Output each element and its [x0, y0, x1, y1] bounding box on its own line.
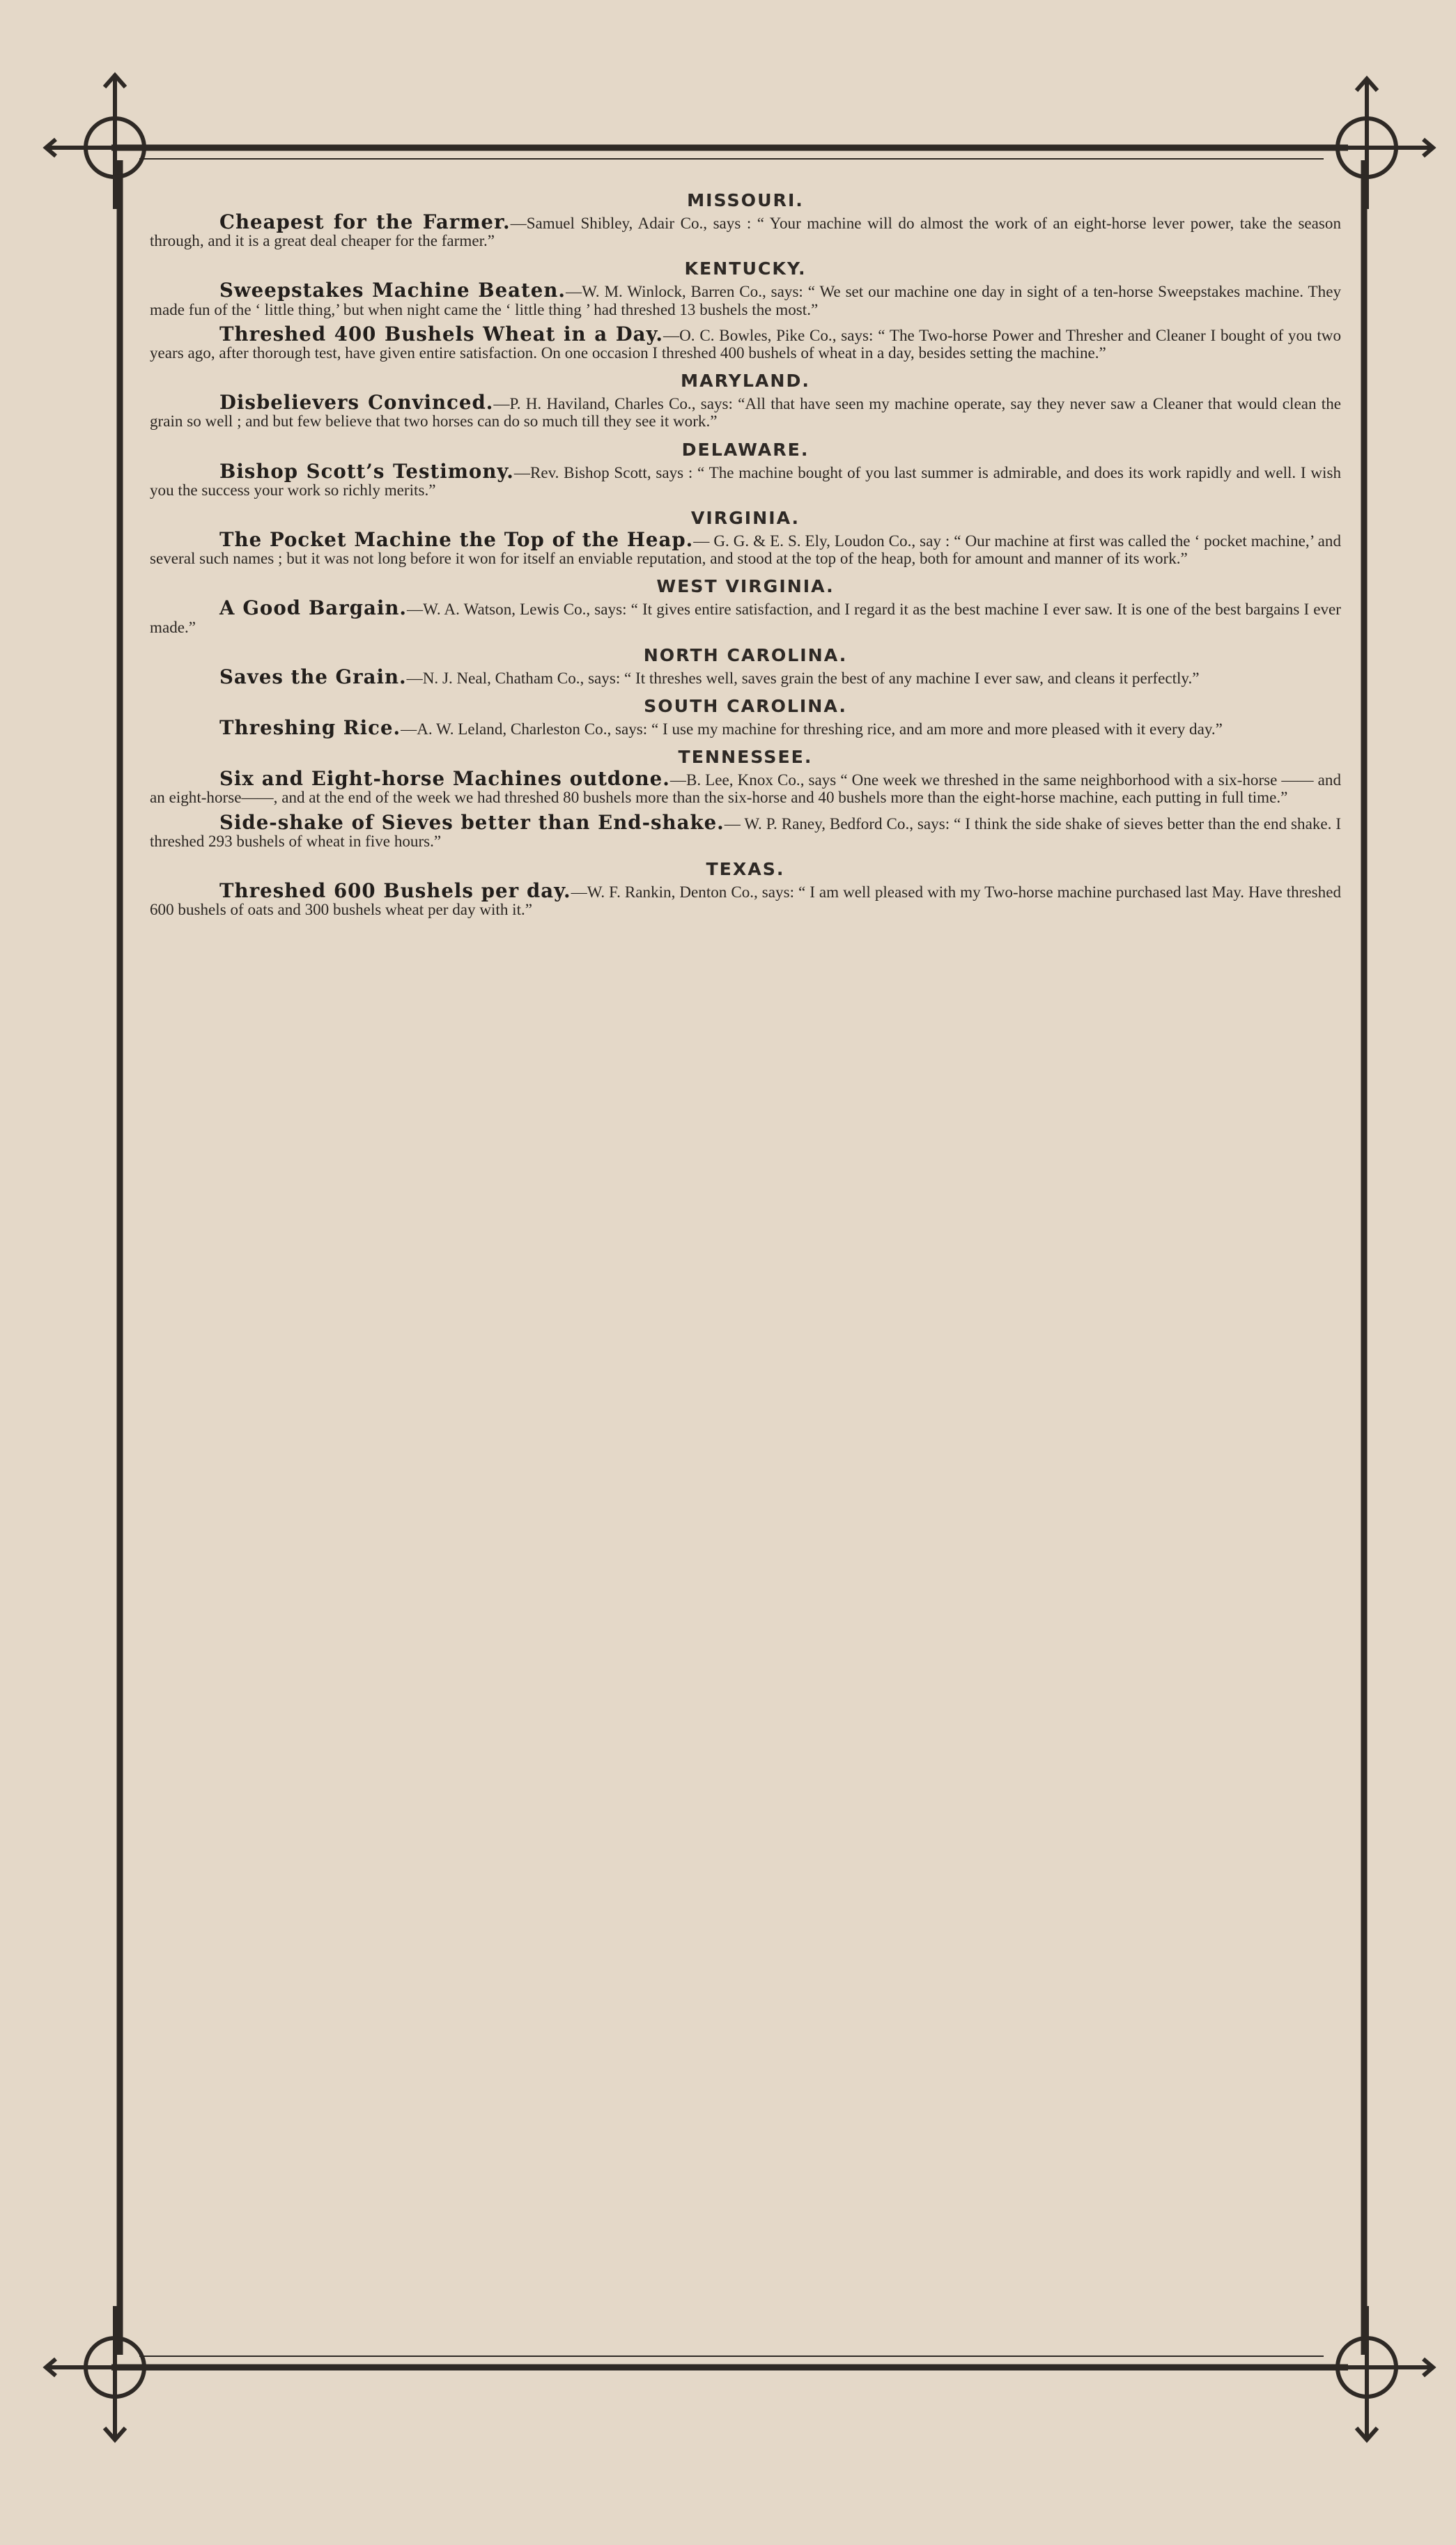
testimonial-headline: Disbelievers Convinced. [219, 391, 494, 415]
testimonial-entry [150, 528, 1341, 568]
state-heading: TENNESSEE. [678, 747, 813, 768]
testimonial-entry [150, 810, 1342, 850]
testimonial-text: —W. F. Rankin, Denton Co., says: “ I am well pleased with my Two-horse machine purchased last May. Have threshed 600 bushels of oats and 300 bushels wheat per day with it.” [150, 883, 1341, 919]
testimonial-text: —N. J. Neal, Chatham Co., says: “ It threshes well, saves grain the best of any machine I ever saw, and cleans it perfectly.” [406, 668, 1200, 687]
testimonial-entry [150, 322, 1342, 362]
testimonial-text: —Samuel Shibley, Adair Co., says : “ Your machine will do almost the work of an eight-horse lever power, take the season through, and it is a great deal cheaper for the farmer.” [150, 214, 1342, 250]
testimonial-headline: Side-shake of Sieves better than End-shake. [219, 810, 725, 834]
state-heading: MARYLAND. [681, 371, 810, 392]
state-heading: VIRGINIA. [690, 508, 800, 529]
testimonial-entry [150, 459, 1341, 499]
testimonial-entry [150, 879, 1341, 919]
testimonial-text: — G. G. & E. S. Ely, Loudon Co., say : “ Our machine at first was called the ‘ pocket machine,’ and several such names ; but it was not long before it won for itself an enviable reputation, and stood at the top of the heap, both for amount and manner of its work.” [150, 532, 1341, 568]
testimonial-text: —Rev. Bishop Scott, says : “ The machine bought of you last summer is admirable, and does its work rapidly and well. I wish you the success your work so richly merits.” [150, 463, 1341, 499]
testimonial-headline: Threshed 400 Bushels Wheat in a Day. [219, 322, 663, 346]
testimonial-entry [150, 767, 1341, 807]
testimonial-headline: A Good Bargain. [219, 596, 408, 620]
testimonial-headline: Saves the Grain. [219, 665, 407, 688]
testimonial-headline: Cheapest for the Farmer. [219, 210, 511, 233]
testimonial-text: —W. A. Watson, Lewis Co., says: “ It gives entire satisfaction, and I regard it as the best machine I ever saw. It is one of the best bargains I ever made.” [150, 600, 1341, 636]
state-heading: NORTH CAROLINA. [643, 644, 848, 665]
testimonial-entry [150, 210, 1342, 250]
testimonial-entry [150, 596, 1341, 636]
state-heading: KENTUCKY. [684, 258, 807, 279]
testimonial-headline: Threshed 600 Bushels per day. [219, 879, 571, 903]
testimonial-entry [150, 716, 1341, 740]
state-heading: DELAWARE. [681, 439, 810, 460]
testimonial-text: —B. Lee, Knox Co., says “ One week we threshed in the same neighborhood with a six-horse —— and an eight-horse——, and at the end of the week we had threshed 80 bushels more than the six-horse and 40 bushels more than the eight-horse machine, each putting in full time.” [150, 771, 1341, 807]
testimonial-text: —A. W. Leland, Charleston Co., says: “ I use my machine for threshing rice, and am more and more pleased with it every day.” [401, 720, 1223, 738]
testimonial-entry [150, 665, 1341, 688]
testimonial-text: —O. C. Bowles, Pike Co., says: “ The Two-horse Power and Thresher and Cleaner I bought of you two years ago, after thorough test, have given entire satisfaction. On one occasion I threshed 400 bushels of wheat in a day, besides setting the machine.” [150, 325, 1342, 362]
state-heading: SOUTH CAROLINA. [644, 696, 847, 717]
state-heading: TEXAS. [706, 859, 785, 880]
testimonial-text: —P. H. Haviland, Charles Co., says: “All that have seen my machine operate, say they never saw a Cleaner that would clean the grain so well ; and but few believe that two horses can do so much till they see it work.” [150, 394, 1341, 431]
testimonial-text: — W. P. Raney, Bedford Co., says: “ I think the side shake of sieves better than the end shake. I threshed 293 bushels of wheat in five hours.” [150, 814, 1342, 850]
testimonial-headline: Sweepstakes Machine Beaten. [219, 279, 566, 302]
testimonial-headline: Six and Eight-horse Machines outdone. [219, 767, 670, 791]
state-heading: WEST VIRGINIA. [656, 576, 835, 597]
testimonial-entry [150, 391, 1341, 431]
testimonial-headline: The Pocket Machine the Top of the Heap. [219, 528, 694, 552]
state-heading: MISSOURI. [687, 190, 804, 210]
testimonial-entry [150, 281, 1341, 318]
testimonial-headline: Threshing Rice. [219, 716, 401, 740]
testimonial-text: —W. M. Winlock, Barren Co., says: “ We set our machine one day in sight of a ten-horse Sweepstakes machine. They made fun of the ‘ little thing,’ but when night came the ‘ little thing ’ had threshed 13 bushels the most.” [150, 282, 1341, 318]
testimonials-page [150, 188, 1341, 2369]
testimonial-headline: Bishop Scott’s Testimony. [219, 459, 514, 483]
